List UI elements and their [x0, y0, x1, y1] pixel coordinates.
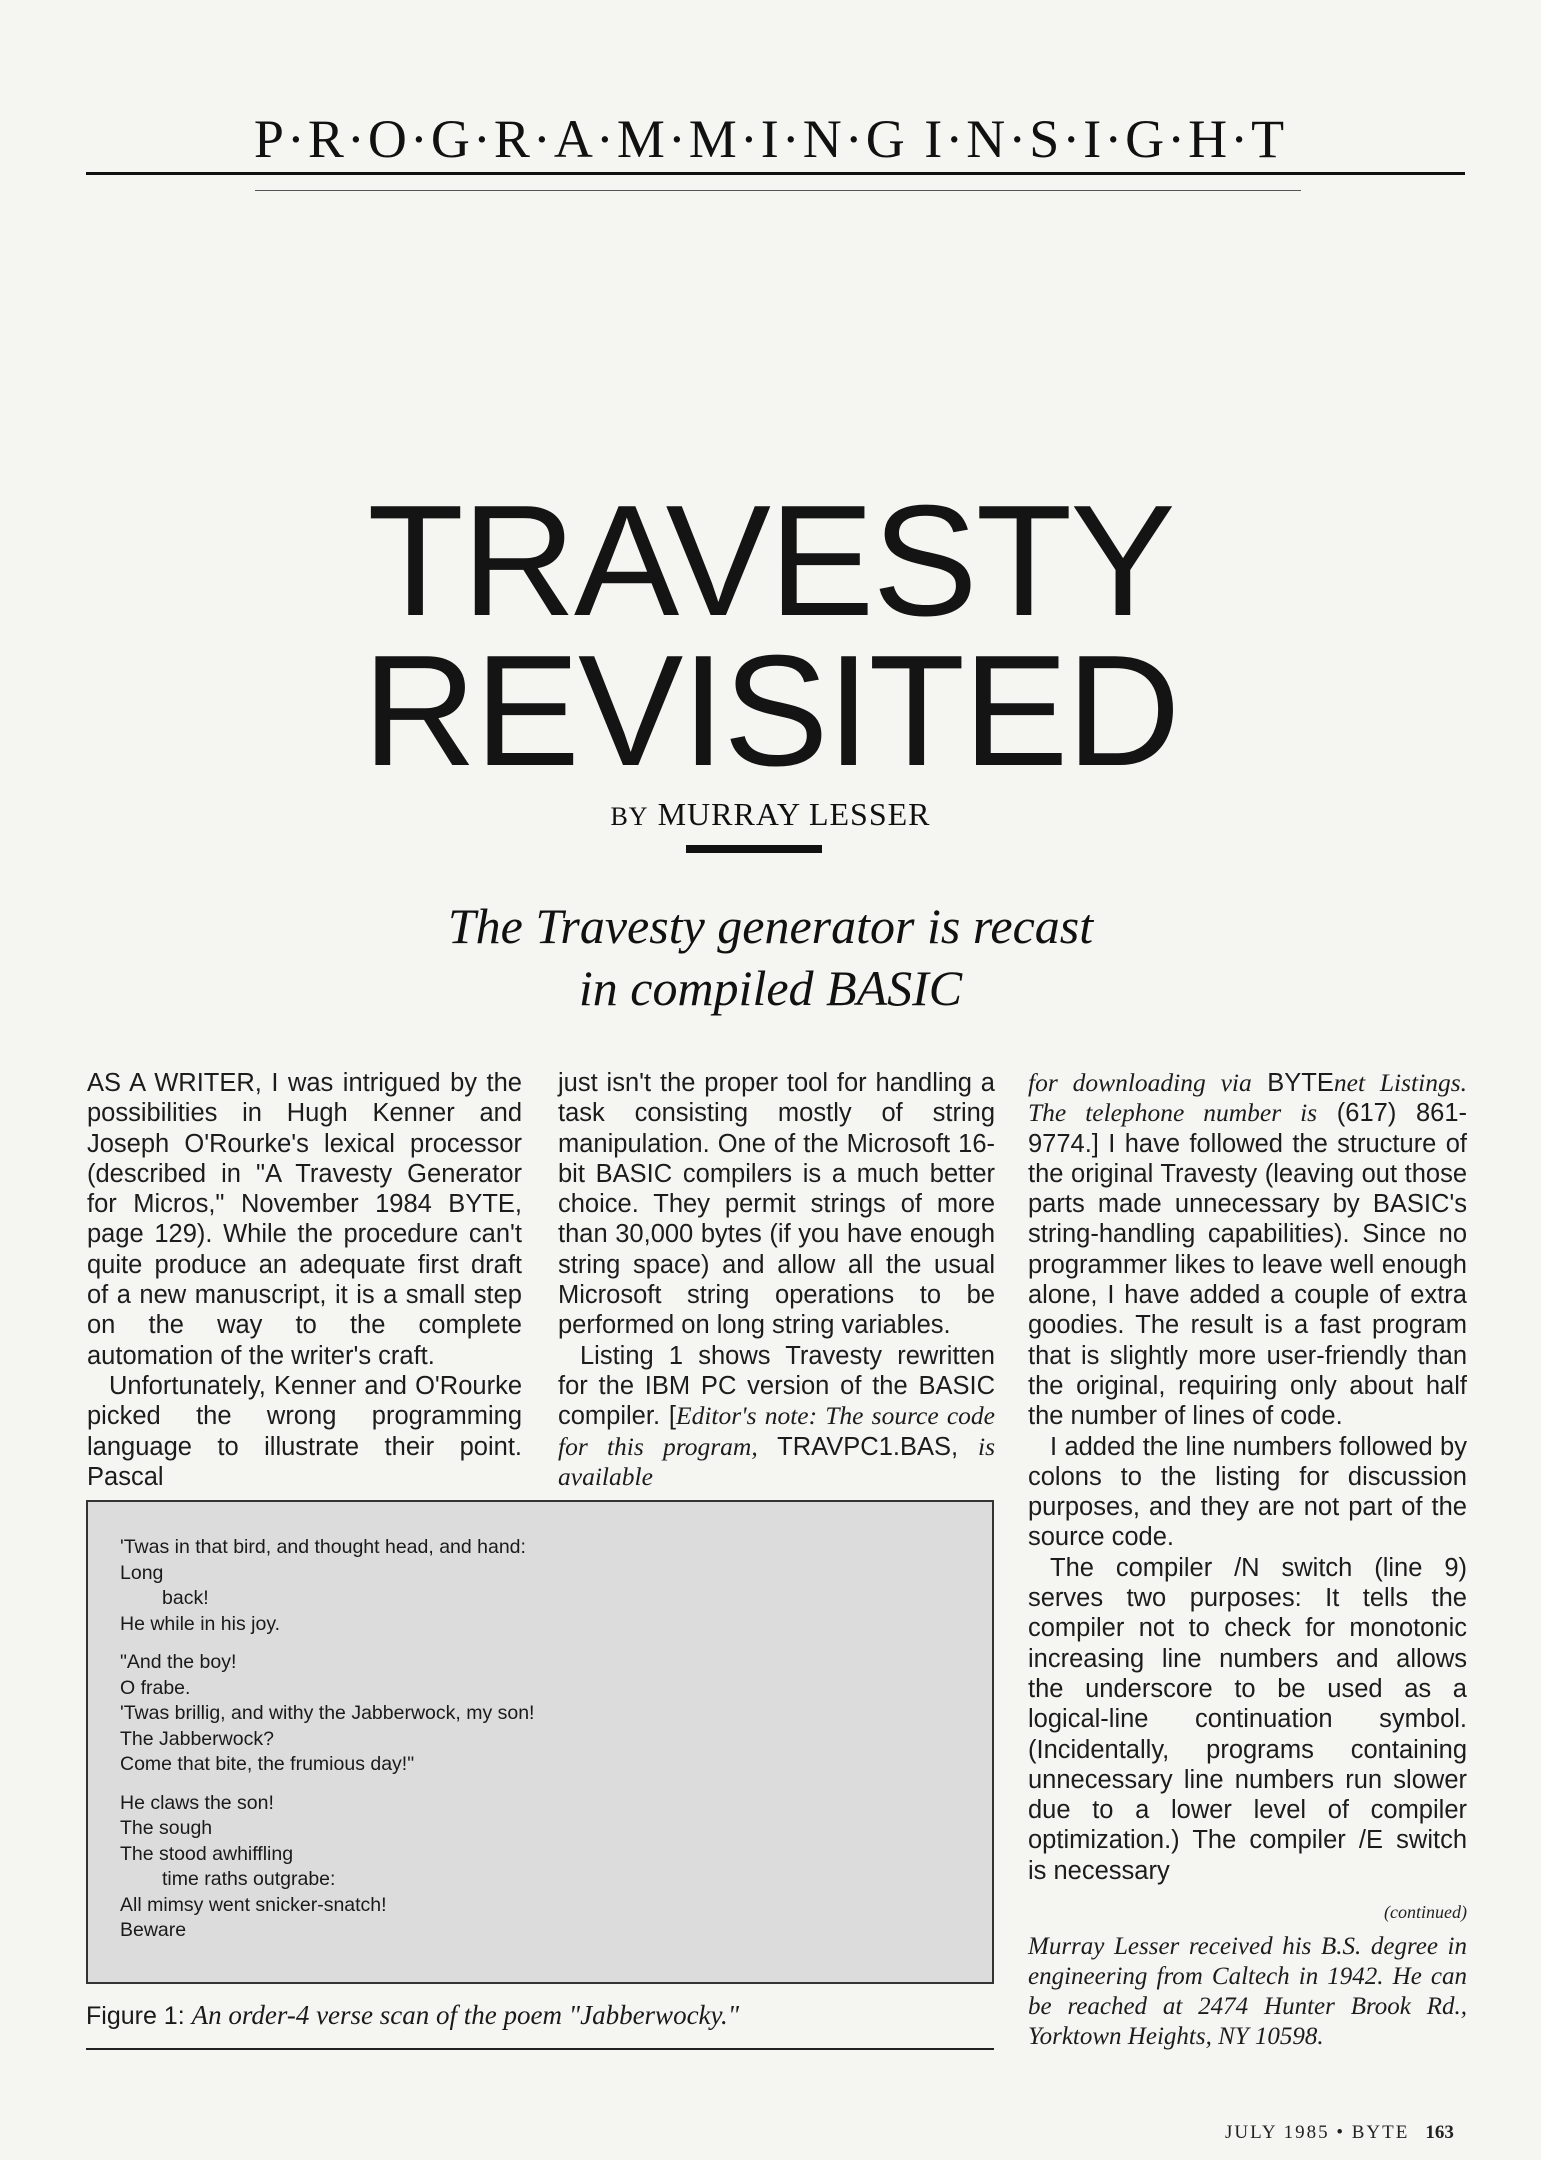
- body-paragraph: [558, 1341, 995, 1492]
- body-column-2: [558, 1068, 995, 1492]
- body-text: I have followed the structure of the original Travesty (leaving out those parts made unnecessary by BASIC's string-handling capabilities). Since no programmer likes to leave well enough alone, I have added a couple of extra goodies. The result is a fast program that is slightly more user-friendly than the original, requiring only about half the number of lines of code.: [1028, 1129, 1468, 1431]
- poem-line: The Jabberwock?: [120, 1727, 274, 1750]
- body-text: Listing 1 shows Travesty rewritten for the IBM PC version of the BASIC compiler. [: [558, 1341, 995, 1431]
- byline-prefix: BY: [610, 802, 649, 831]
- poem-line: "And the boy!: [120, 1651, 237, 1673]
- body-column-1: [87, 1068, 522, 1492]
- byte-name: BYTE: [1251, 1069, 1334, 1097]
- issue-date: JULY 1985 • BYTE: [1225, 2122, 1410, 2143]
- author-bio: Murray Lesser received his B.S. degree in engineering from Caltech in 1942. He can be reached at 2474 Hunter Brook Rd., Yorktown Heights, NY 10598.: [1028, 1933, 1467, 2050]
- article-deck: [0, 895, 1541, 1019]
- poem-stanza: [120, 1791, 534, 1944]
- caption-rule: [86, 2048, 994, 2050]
- poem-line: O frabe.: [120, 1676, 191, 1699]
- poem-line: back!: [162, 1587, 209, 1609]
- continued-note: (continued): [1384, 1902, 1467, 1922]
- body-paragraph: just isn't the proper tool for handling a task consisting mostly of string manipulation. One of the Microsoft 16-bit BASIC compilers is a much better choice. They permit strings of more than 30,000 bytes (if you have enough string space) and allow all the usual Microsoft string operations to be performed on long string variables.: [558, 1069, 995, 1340]
- poem-line: 'Twas in that bird, and thought head, and hand:: [120, 1536, 526, 1558]
- poem-line: Long: [120, 1561, 164, 1584]
- editors-note: Editor's note: The source code for this program,: [558, 1401, 995, 1461]
- deck-line1: The Travesty generator is recast: [447, 898, 1094, 954]
- phone-number: (617) 861-9774.]: [1028, 1099, 1467, 1158]
- article-title-line2: REVISITED: [362, 623, 1179, 799]
- figure-caption-label: Figure 1:: [86, 2002, 185, 2030]
- figure-caption: [86, 2000, 739, 2031]
- figure-caption-text: An order-4 verse scan of the poem "Jabberwocky.": [191, 2000, 740, 2030]
- byline-rule: [686, 845, 822, 853]
- poem-line: All mimsy went snicker-snatch!: [120, 1893, 387, 1916]
- header-subrule: [255, 190, 1301, 191]
- poem-line: The sough: [120, 1817, 213, 1839]
- editors-note-cont: for downloading via: [1028, 1068, 1252, 1097]
- body-paragraph: [1028, 1068, 1467, 1432]
- header-rule: [86, 172, 1465, 175]
- poem-line: He while in his joy.: [120, 1612, 281, 1635]
- poem-line: The stood awhiffling: [120, 1842, 294, 1865]
- editors-note-end: is available: [558, 1431, 995, 1491]
- page-number: 163: [1425, 2122, 1454, 2143]
- article-title-line1: TRAVESTY: [367, 473, 1174, 649]
- byline: [0, 796, 1541, 833]
- figure-poem: [120, 1535, 534, 1957]
- poem-line: Beware: [120, 1919, 187, 1941]
- poem-line: He claws the son!: [120, 1791, 274, 1814]
- poem-line: 'Twas brillig, and withy the Jabberwock, my son!: [120, 1702, 535, 1724]
- editors-note-cont2: net Listings. The telephone number is: [1028, 1068, 1468, 1128]
- author-name: MURRAY LESSER: [657, 796, 931, 832]
- body-paragraph: The compiler /N switch (line 9) serves two purposes: It tells the compiler not to check for monotonic increasing line numbers and allows the underscore to be used as a logical-line continuation symbol. (Incidentally, programs containing unnecessary line numbers run slower due to a lower level of compiler optimization.) The compiler /E switch is necessary: [1028, 1553, 1467, 1885]
- poem-stanza: [120, 1535, 534, 1637]
- poem-line: time raths outgrabe:: [162, 1868, 336, 1890]
- body-paragraph: AS A WRITER, I was intrigued by the possibilities in Hugh Kenner and Joseph O'Rourke's lexical processor (described in "A Travesty Generator for Micros," November 1984 BYTE, page 129). While the procedure can't quite produce an adequate first draft of a new manuscript, it is a small step on the way to the complete automation of the writer's craft.: [87, 1069, 522, 1370]
- poem-line: Come that bite, the frumious day!": [120, 1753, 415, 1775]
- poem-stanza: [120, 1650, 534, 1778]
- body-paragraph: I added the line numbers followed by colons to the listing for discussion purposes, and they are not part of the source code.: [1028, 1432, 1467, 1552]
- section-header: P·R·O·G·R·A·M·M·I·N·G I·N·S·I·G·H·T: [253, 109, 1288, 169]
- page-footer: [1225, 2122, 1454, 2144]
- body-paragraph: Unfortunately, Kenner and O'Rourke picked the wrong programming language to illustrate their point. Pascal: [87, 1371, 522, 1491]
- listing-filename: TRAVPC1.BAS,: [757, 1432, 978, 1461]
- deck-line2: in compiled BASIC: [578, 960, 963, 1016]
- body-column-3: [1028, 1068, 1467, 1886]
